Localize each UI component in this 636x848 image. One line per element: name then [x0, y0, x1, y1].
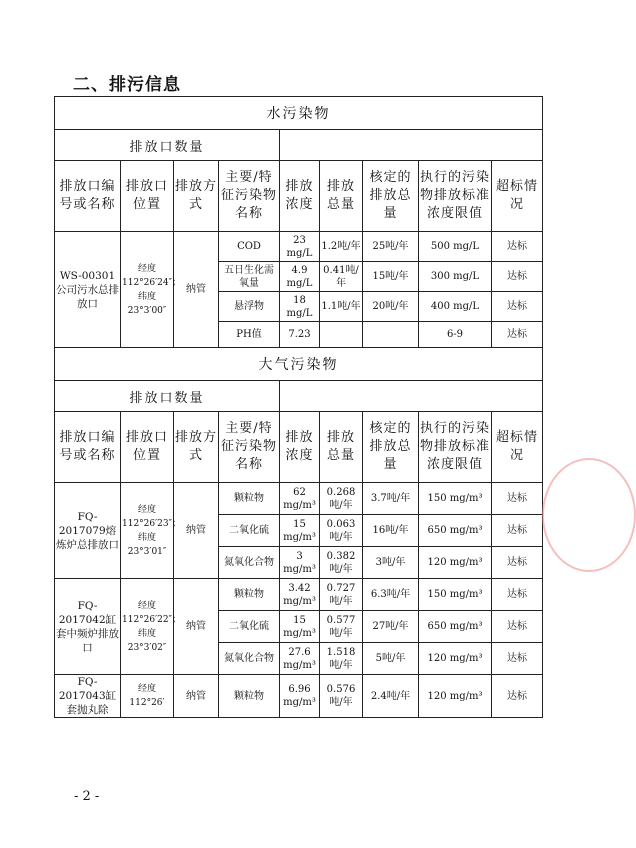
approved-cell	[363, 322, 419, 348]
approved-cell: 5吨/年	[363, 643, 419, 675]
outlet-id: FQ-2017079熔炼炉总排放口	[55, 483, 121, 579]
stamp-seal	[542, 458, 636, 572]
conc-cell: 4.9 mg/L	[280, 262, 320, 292]
limit-cell: 650 mg/m³	[419, 611, 492, 643]
approved-cell: 25吨/年	[363, 232, 419, 262]
total-cell: 1.2吨/年	[320, 232, 363, 262]
water-header-cell: 排放总量	[320, 161, 363, 232]
conc-cell: 6.96 mg/m³	[280, 675, 320, 718]
conc-cell: 3 mg/m³	[280, 547, 320, 579]
air-header-cell: 执行的污染物排放标准浓度限值	[419, 412, 492, 483]
approved-cell: 27吨/年	[363, 611, 419, 643]
status-cell: 达标	[492, 611, 543, 643]
discharge-method: 纳管	[174, 579, 219, 675]
water-outlet-count-label: 排放口数量	[55, 130, 280, 161]
outlet-id: FQ-2017042缸套中频炉排放口	[55, 579, 121, 675]
limit-cell: 300 mg/L	[419, 262, 492, 292]
approved-cell: 15吨/年	[363, 262, 419, 292]
approved-cell: 2.4吨/年	[363, 675, 419, 718]
air-outlet-count-value	[280, 381, 543, 412]
approved-cell: 16吨/年	[363, 515, 419, 547]
water-section-title: 水污染物	[55, 97, 543, 130]
conc-cell: 7.23	[280, 322, 320, 348]
total-cell: 0.41吨/年	[320, 262, 363, 292]
status-cell: 达标	[492, 579, 543, 611]
table-row	[55, 161, 543, 232]
conc-cell: 18 mg/L	[280, 292, 320, 322]
table-row	[55, 130, 543, 161]
status-cell: 达标	[492, 643, 543, 675]
pollutant-cell: 颗粒物	[219, 579, 280, 611]
conc-cell: 15 mg/m³	[280, 611, 320, 643]
air-header-cell: 核定的排放总量	[363, 412, 419, 483]
status-cell: 达标	[492, 292, 543, 322]
total-cell: 0.727吨/年	[320, 579, 363, 611]
discharge-method: 纳管	[174, 675, 219, 718]
limit-cell: 6-9	[419, 322, 492, 348]
total-cell: 1.1吨/年	[320, 292, 363, 322]
outlet-location: 经度112°26′	[121, 675, 174, 718]
limit-cell: 400 mg/L	[419, 292, 492, 322]
air-header-cell: 超标情况	[492, 412, 543, 483]
status-cell: 达标	[492, 675, 543, 718]
water-header-cell: 排放口位置	[121, 161, 174, 232]
table-row	[55, 483, 543, 515]
status-cell: 达标	[492, 262, 543, 292]
pollutant-cell: 颗粒物	[219, 675, 280, 718]
outlet-location: 经度112°26′23″；纬度23°3′01″	[121, 483, 174, 579]
total-cell: 0.063吨/年	[320, 515, 363, 547]
table-row	[55, 381, 543, 412]
conc-cell: 3.42 mg/m³	[280, 579, 320, 611]
water-outlet-count-value	[280, 130, 543, 161]
status-cell: 达标	[492, 322, 543, 348]
outlet-location: 经度112°26′24″；纬度23°3′00″	[121, 232, 174, 348]
limit-cell: 120 mg/m³	[419, 643, 492, 675]
air-header-cell: 排放总量	[320, 412, 363, 483]
limit-cell: 650 mg/m³	[419, 515, 492, 547]
discharge-method: 纳管	[174, 232, 219, 348]
limit-cell: 120 mg/m³	[419, 675, 492, 718]
table-row	[55, 97, 543, 130]
conc-cell: 15 mg/m³	[280, 515, 320, 547]
limit-cell: 120 mg/m³	[419, 547, 492, 579]
water-header-cell: 主要/特征污染物名称	[219, 161, 280, 232]
air-header-cell: 排放口位置	[121, 412, 174, 483]
limit-cell: 150 mg/m³	[419, 579, 492, 611]
water-header-cell: 核定的排放总量	[363, 161, 419, 232]
outlet-location: 经度112°26′22″；纬度23°3′02″	[121, 579, 174, 675]
section-heading: 二、排污信息	[73, 75, 181, 95]
total-cell: 0.268吨/年	[320, 483, 363, 515]
table-row	[55, 675, 543, 718]
total-cell: 0.577吨/年	[320, 611, 363, 643]
table-body	[55, 97, 543, 718]
approved-cell: 3吨/年	[363, 547, 419, 579]
table-row	[55, 232, 543, 262]
water-header-cell: 超标情况	[492, 161, 543, 232]
pollutant-cell: COD	[219, 232, 280, 262]
approved-cell: 6.3吨/年	[363, 579, 419, 611]
water-header-cell: 排放口编号或名称	[55, 161, 121, 232]
conc-cell: 23 mg/L	[280, 232, 320, 262]
total-cell: 1.518吨/年	[320, 643, 363, 675]
conc-cell: 27.6 mg/m³	[280, 643, 320, 675]
status-cell: 达标	[492, 232, 543, 262]
pollutant-cell: 氮氧化合物	[219, 643, 280, 675]
limit-cell: 500 mg/L	[419, 232, 492, 262]
pollutant-cell: 氮氧化合物	[219, 547, 280, 579]
total-cell: 0.382吨/年	[320, 547, 363, 579]
conc-cell: 62 mg/m³	[280, 483, 320, 515]
air-outlet-count-label: 排放口数量	[55, 381, 280, 412]
discharge-method: 纳管	[174, 483, 219, 579]
page-number: - 2 -	[74, 789, 100, 804]
status-cell: 达标	[492, 547, 543, 579]
outlet-id: WS-00301公司污水总排放口	[55, 232, 121, 348]
total-cell	[320, 322, 363, 348]
table-row	[55, 579, 543, 611]
approved-cell: 3.7吨/年	[363, 483, 419, 515]
discharge-table	[54, 96, 543, 718]
table-row	[55, 412, 543, 483]
pollutant-cell: 颗粒物	[219, 483, 280, 515]
pollutant-cell: PH值	[219, 322, 280, 348]
limit-cell: 150 mg/m³	[419, 483, 492, 515]
outlet-id: FQ-2017043缸套抛丸除	[55, 675, 121, 718]
pollutant-cell: 五日生化需氧量	[219, 262, 280, 292]
status-cell: 达标	[492, 515, 543, 547]
pollutant-cell: 悬浮物	[219, 292, 280, 322]
pollutant-cell: 二氧化硫	[219, 515, 280, 547]
water-header-cell: 排放浓度	[280, 161, 320, 232]
status-cell: 达标	[492, 483, 543, 515]
total-cell: 0.576吨/年	[320, 675, 363, 718]
approved-cell: 20吨/年	[363, 292, 419, 322]
air-header-cell: 主要/特征污染物名称	[219, 412, 280, 483]
air-header-cell: 排放浓度	[280, 412, 320, 483]
table-row	[55, 348, 543, 381]
air-header-cell: 排放口编号或名称	[55, 412, 121, 483]
air-section-title: 大气污染物	[55, 348, 543, 381]
pollutant-cell: 二氧化硫	[219, 611, 280, 643]
air-header-cell: 排放方式	[174, 412, 219, 483]
water-header-cell: 排放方式	[174, 161, 219, 232]
water-header-cell: 执行的污染物排放标准浓度限值	[419, 161, 492, 232]
